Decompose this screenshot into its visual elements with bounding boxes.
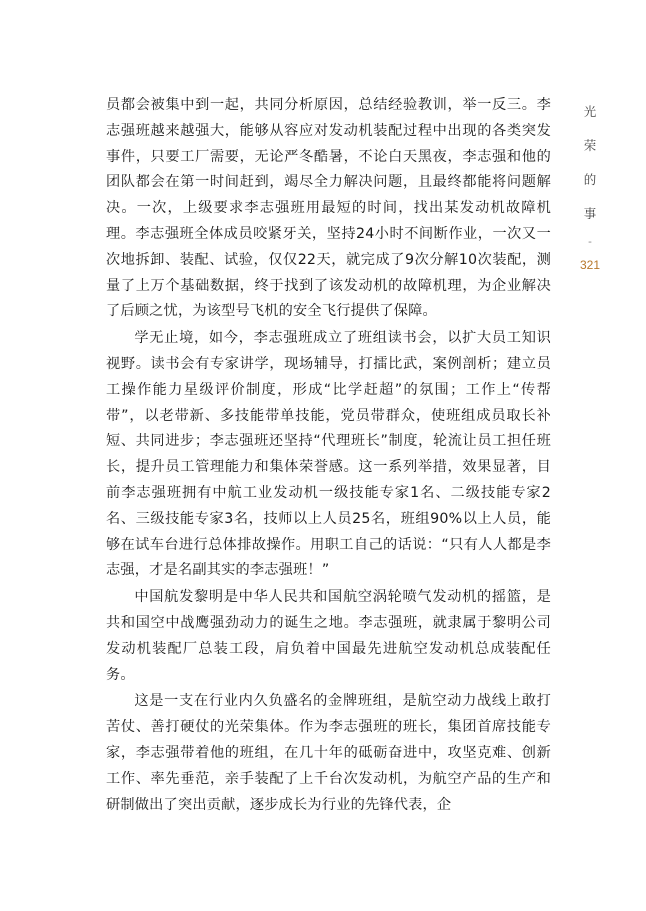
header-char: 荣 xyxy=(583,138,597,153)
body-text xyxy=(106,93,551,818)
page-number: 321 xyxy=(579,258,601,272)
header-char: 光 xyxy=(583,104,597,119)
header-char: 事 xyxy=(583,206,597,221)
paragraph: 中国航发黎明是中华人民共和国航空涡轮喷气发动机的摇篮，是共和国空中战鹰强劲动力的诞生之地。李志强班，就隶属于黎明公司发动机装配厂总装工段，肩负着中国最先进航空发动机总成装配任务。 xyxy=(106,589,551,683)
paragraph: 这是一支在行业内久负盛名的金牌班组，是航空动力战线上敢打苦仗、善打硬仗的光荣集体。作为李志强班的班长，集团首席技能专家，李志强带着他的班组，在几十年的砥砺奋进中，攻坚克难、创新工作、率先垂范，亲手装配了上千台次发动机，为航空产品的生产和研制做出了突出贡献，逐步成长为行业的先锋代表，企 xyxy=(106,693,551,813)
running-header xyxy=(578,95,602,277)
paragraph-continued: 员都会被集中到一起，共同分析原因，总结经验教训，举一反三。李志强班越来越强大，能够从容应对发动机装配过程中出现的各类突发事件，只要工厂需要，无论严冬酷暑，不论白天黑夜，李志强和他的团队都会在第一时间赶到，竭尽全力解决问题，且最终都能将问题解决。一次，上级要求李志强班用最短的时间，找出某发动机故障机理。李志强班全体成员咬紧牙关，坚持24小时不间断作业，一次又一次地拆卸、装配、试验，仅仅22天，就完成了9次分解10次装配，测量了上万个基础数据，终于找到了该发动机的故障机理，为企业解决了后顾之忧，为该型号飞机的安全飞行提供了保障。 xyxy=(106,97,551,320)
header-char: 的 xyxy=(583,172,597,187)
header-separator: - xyxy=(588,235,592,248)
paragraph: 学无止境，如今，李志强班成立了班组读书会，以扩大员工知识视野。读书会有专家讲学，现场辅导，打擂比武，案例剖析；建立员工操作能力星级评价制度，形成“比学赶超”的氛围；工作上“传帮带”，以老带新、多技能带单技能，党员带群众，使班组成员取长补短、共同进步；李志强班还坚持“代理班长”制度，轮流让员工担任班长，提升员工管理能力和集体荣誉感。这一系列举措，效果显著，目前李志强班拥有中航工业发动机一级技能专家1名、二级技能专家2名、三级技能专家3名，技师以上人员25名，班组90%以上人员，能够在试车台进行总体排故操作。用职工自己的话说：“只有人人都是李志强，才是名副其实的李志强班！” xyxy=(106,330,551,579)
